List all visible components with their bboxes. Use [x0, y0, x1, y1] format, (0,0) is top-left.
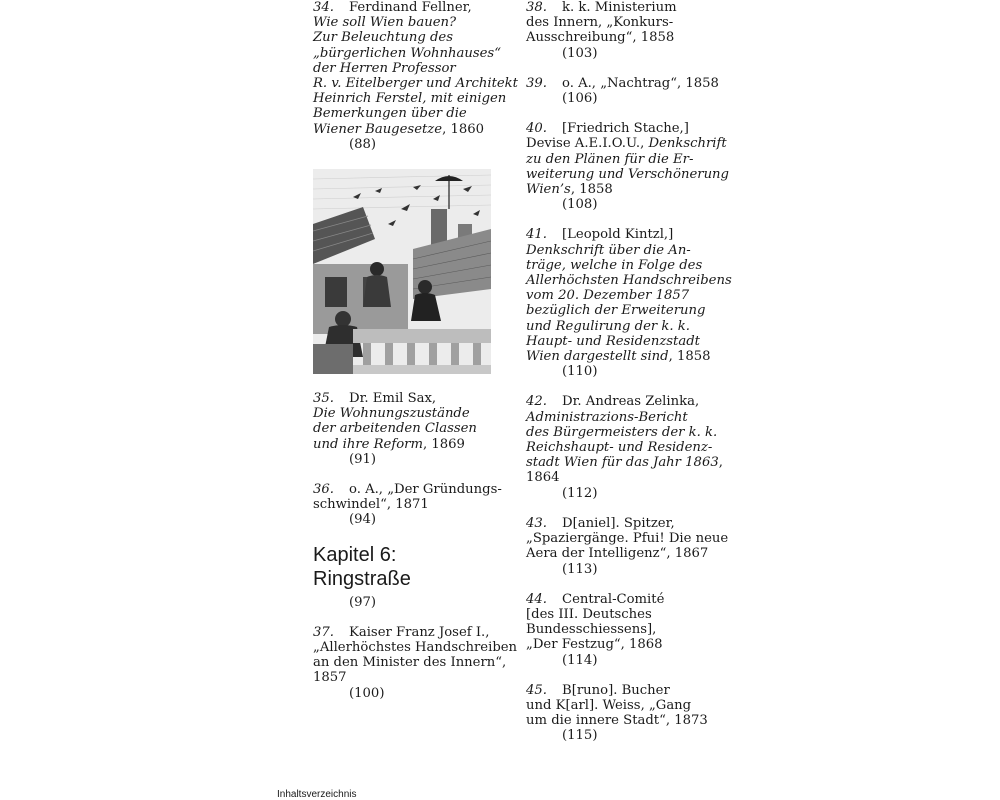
chapter-title-line2: Ringstraße [313, 567, 411, 590]
toc-entry-line [313, 640, 528, 655]
toc-entry-line [526, 258, 741, 273]
toc-entry-text: und ihre Reform [313, 436, 423, 452]
toc-entry-text: „Der Festzug“, 1868 [526, 637, 663, 653]
toc-entry-text: Wien dargestellt sind [526, 349, 669, 365]
toc-entry-line [313, 482, 528, 497]
toc-entry-line [526, 698, 741, 713]
toc-entry-line [313, 91, 528, 106]
entry-group-a [313, 0, 528, 152]
toc-entry-line [526, 167, 741, 182]
toc-entry-line [313, 106, 528, 121]
toc-entry-text: , 1858 [570, 182, 613, 198]
toc-entry-line [313, 406, 528, 421]
toc-entry-text: der Herren Professor [313, 60, 456, 76]
toc-entry-text: des Bürgermeisters der k. k. [526, 424, 718, 440]
toc-entry-text: Zur Beleuchtung des [313, 30, 453, 46]
toc-entry-page-number: (114) [562, 652, 598, 668]
toc-entry-text: [des III. Deutsches [526, 606, 652, 622]
toc-entry [526, 227, 741, 379]
toc-entry-text: 1864 [526, 470, 560, 486]
toc-entry-text: um die innere Stadt“, 1873 [526, 713, 708, 729]
toc-entry-text: Heinrich Ferstel, mit einigen [313, 91, 507, 107]
toc-entry-text: „bürgerlichen Wohnhauses“ [313, 45, 501, 61]
toc-entry-text: , 1858 [668, 349, 711, 365]
toc-entry-line [526, 227, 741, 242]
toc-entry-text: Wie soll Wien bauen? [313, 15, 457, 31]
toc-entry-text: Dr. Emil Sax, [349, 391, 437, 407]
toc-entry-line [526, 136, 741, 151]
toc-entry-page-number: (94) [349, 512, 377, 528]
toc-entry-text: und K[arl]. Weiss, „Gang [526, 697, 692, 713]
toc-entry [313, 0, 528, 152]
toc-entry-text: Denkschrift [648, 136, 727, 152]
toc-entry-line [526, 637, 741, 652]
toc-entry-text: träge, welche in Folge des [526, 257, 703, 273]
toc-entry-line [313, 30, 528, 45]
toc-entry [526, 0, 741, 61]
toc-entry-line [526, 622, 741, 637]
toc-entry-line [313, 0, 528, 15]
toc-entry-number: 38. [526, 0, 547, 15]
toc-entry-text: 1857 [313, 670, 347, 686]
toc-entry [526, 516, 741, 577]
toc-entry-line [526, 76, 741, 91]
toc-entry-line [526, 273, 741, 288]
illustration-rooftop-figures [313, 169, 491, 374]
toc-entry-line [526, 607, 741, 622]
toc-entry-line [313, 61, 528, 76]
toc-entry [526, 394, 741, 500]
toc-entry-number: 35. [313, 391, 334, 407]
toc-entry-line [313, 76, 528, 91]
toc-column-right [526, 0, 741, 759]
toc-entry-line [313, 421, 528, 436]
toc-entry-line [526, 243, 741, 258]
toc-entry-text: bezüglich der Erweiterung [526, 303, 706, 319]
toc-entry [313, 482, 528, 528]
toc-entry-number: 42. [526, 394, 547, 410]
toc-entry-line [526, 15, 741, 30]
toc-entry-text: der arbeitenden Classen [313, 421, 477, 437]
toc-entry-text: Dr. Andreas Zelinka, [562, 394, 700, 410]
toc-entry-text: Ausschreibung“, 1858 [526, 30, 675, 46]
entry-group-b [313, 391, 528, 528]
chapter-page-number: (97) [349, 594, 377, 610]
toc-entry-line [526, 394, 741, 409]
toc-entry [526, 76, 741, 106]
toc-entry-line [526, 470, 741, 485]
toc-entry-text: [Leopold Kintzl,] [562, 227, 674, 243]
toc-entry-text: Bemerkungen über die [313, 106, 467, 122]
toc-entry-text: D[aniel]. Spitzer, [562, 515, 675, 531]
toc-entry-line [313, 391, 528, 406]
toc-entry-line [526, 288, 741, 303]
toc-entry-text: R. v. Eitelberger und Architekt [313, 76, 518, 92]
toc-entry-page-number: (103) [562, 45, 598, 61]
toc-entry-line [526, 410, 741, 425]
toc-entry-line [526, 0, 741, 15]
toc-entry-page-number: (108) [562, 197, 598, 213]
toc-entry-text: vom 20. Dezember 1857 [526, 288, 690, 304]
toc-entry-page-number: (115) [562, 728, 598, 744]
toc-entry-text: Reichshaupt- und Residenz- [526, 440, 713, 456]
toc-entry-line [526, 334, 741, 349]
toc-entry-number: 43. [526, 515, 547, 531]
toc-entry-text: [Friedrich Stache,] [562, 121, 689, 137]
toc-entry-line [526, 713, 741, 728]
toc-entry-text: Wien’s [526, 182, 571, 198]
toc-entry-number: 45. [526, 682, 547, 698]
toc-entry-line [526, 319, 741, 334]
toc-entry-text: o. A., „Nachtrag“, 1858 [562, 75, 719, 91]
toc-entry-page-number: (113) [562, 561, 598, 577]
toc-entry [526, 592, 741, 668]
toc-entry-line [526, 425, 741, 440]
toc-entry-text: Allerhöchsten Handschreibens [526, 273, 732, 289]
toc-entry-line [526, 121, 741, 136]
toc-entry-text: B[runo]. Bucher [562, 682, 670, 698]
toc-entry-line [313, 437, 528, 452]
toc-entry [313, 625, 528, 701]
toc-entry-page-number: (100) [349, 685, 385, 701]
toc-entry-text: und Regulirung der k. k. [526, 318, 690, 334]
toc-entry-text: weiterung und Verschönerung [526, 166, 729, 182]
toc-entry-line [526, 303, 741, 318]
toc-entry-line [313, 122, 528, 137]
toc-entry-line [526, 152, 741, 167]
toc-entry-page-number: (112) [562, 485, 598, 501]
chapter-title-line1: Kapitel 6: [313, 543, 397, 566]
toc-entry-line [526, 349, 741, 364]
chapter-heading [313, 543, 528, 591]
toc-entry-line [526, 440, 741, 455]
toc-entry-text: Haupt- und Residenzstadt [526, 333, 700, 349]
toc-entry-page-number: (88) [349, 136, 377, 152]
toc-entry-text: schwindel“, 1871 [313, 497, 429, 513]
toc-entry-line [526, 516, 741, 531]
toc-entry-text: Bundesschiessens], [526, 622, 657, 638]
toc-entry-number: 36. [313, 482, 334, 498]
toc-entry-line [526, 455, 741, 470]
toc-entry-text: „Spaziergänge. Pfui! Die neue [526, 531, 729, 547]
toc-entry-page-number: (91) [349, 451, 377, 467]
toc-entry-text: Central-Comité [562, 591, 665, 607]
toc-entry [313, 391, 528, 467]
toc-entry-number: 44. [526, 591, 547, 607]
running-footer: Inhaltsverzeichnis [277, 789, 357, 800]
toc-entry-line [313, 655, 528, 670]
toc-entry-number: 39. [526, 75, 547, 91]
toc-entry-text: „Allerhöchstes Handschreiben [313, 640, 518, 656]
toc-entry-line [313, 497, 528, 512]
toc-entry-line [313, 625, 528, 640]
toc-entry-number: 41. [526, 227, 547, 243]
toc-entry-number: 40. [526, 121, 547, 137]
toc-entry-page-number: (106) [562, 91, 598, 107]
toc-entry-text: , 1869 [423, 436, 465, 452]
toc-entry-line [526, 30, 741, 45]
toc-entry-line [313, 670, 528, 685]
toc-entry-number: 37. [313, 624, 334, 640]
toc-entry-line [313, 15, 528, 30]
toc-entry-line [313, 46, 528, 61]
toc-entry-text: stadt Wien für das Jahr 1863 [526, 455, 719, 471]
toc-entry [526, 683, 741, 744]
toc-entry-line [526, 531, 741, 546]
toc-entry-text: Denkschrift über die An- [526, 242, 691, 258]
toc-entry-page-number: (110) [562, 364, 598, 380]
toc-entry-text: Wiener Baugesetze [313, 121, 443, 137]
toc-entry-text: Kaiser Franz Josef I., [349, 624, 490, 640]
toc-column-left [313, 0, 528, 716]
toc-entry-text: an den Minister des Innern“, [313, 655, 507, 671]
toc-entry-text: Die Wohnungszustände [313, 406, 470, 422]
toc-entry-text: Devise A.E.I.O.U., [526, 136, 649, 152]
toc-entry-line [526, 546, 741, 561]
toc-entry-text: des Innern, „Konkurs- [526, 15, 674, 31]
toc-entry-text: Ferdinand Fellner, [349, 0, 472, 15]
toc-entry [526, 121, 741, 212]
toc-entry-line [526, 683, 741, 698]
toc-entry-text: zu den Plänen für die Er- [526, 151, 694, 167]
toc-entry-number: 34. [313, 0, 334, 15]
toc-entry-text: o. A., „Der Gründungs- [349, 482, 502, 498]
toc-entry-text: Administrazions-Bericht [526, 409, 688, 425]
toc-entry-text: k. k. Ministerium [562, 0, 677, 15]
toc-entry-text: Aera der Intelligenz“, 1867 [526, 546, 709, 562]
toc-entry-line [526, 592, 741, 607]
entry-group-c [313, 625, 528, 701]
toc-entry-line [526, 182, 741, 197]
toc-entry-text: , [718, 455, 723, 471]
toc-entry-text: , 1860 [442, 121, 485, 137]
